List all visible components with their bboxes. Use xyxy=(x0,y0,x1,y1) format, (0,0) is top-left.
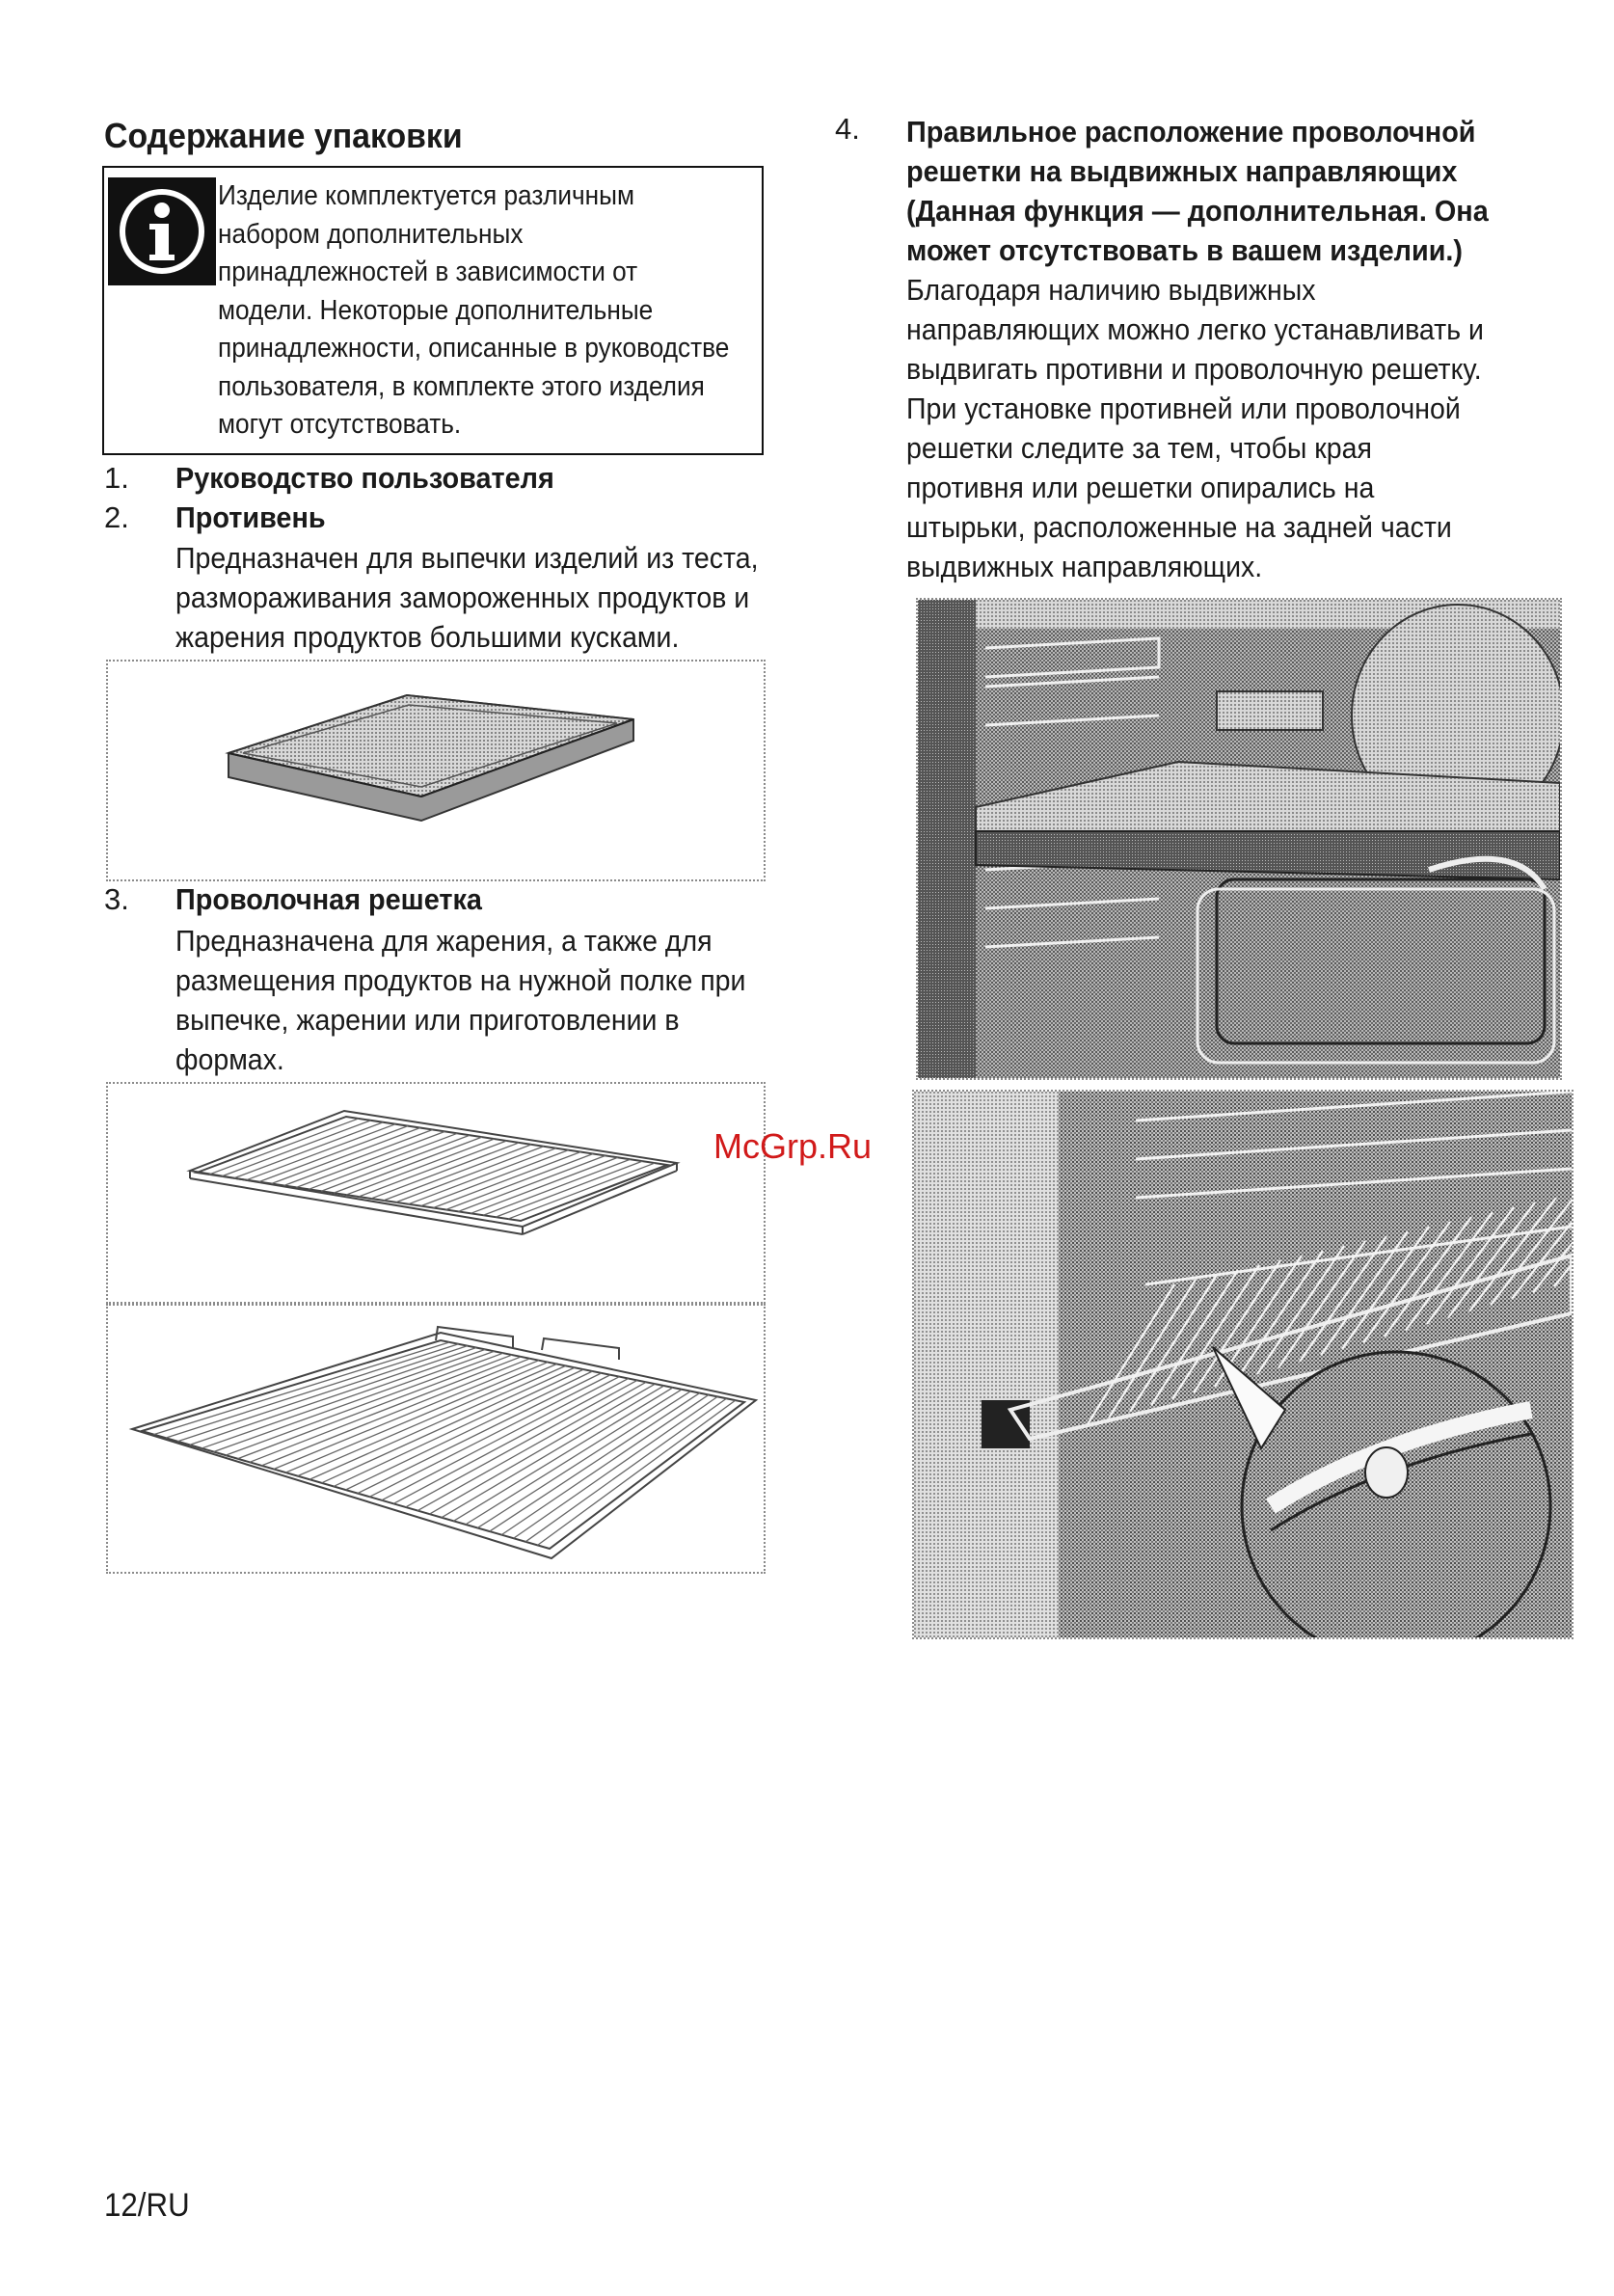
item-4-heading xyxy=(906,112,1489,270)
info-icon xyxy=(108,177,216,285)
note-line: пользователя, в комплекте этого изделия xyxy=(218,370,705,402)
body-line: размещения продуктов на нужной полке при xyxy=(175,963,746,997)
note-line: принадлежностей в зависимости от xyxy=(218,257,638,287)
heading-line: Правильное расположение проволочной xyxy=(906,115,1476,149)
item-2-body xyxy=(175,538,759,657)
item-4-body xyxy=(906,270,1484,586)
watermark: McGrp.Ru xyxy=(713,1126,873,1166)
section-title: Содержание упаковки xyxy=(104,116,463,155)
baking-tray-figure xyxy=(106,660,766,881)
body-line: выдвижных направляющих. xyxy=(906,550,1263,583)
heading-line: решетки на выдвижных направляющих xyxy=(906,154,1458,188)
note-line: Изделие комплектуется различным xyxy=(218,180,635,211)
baking-tray-illustration xyxy=(108,662,764,879)
body-line: выпечке, жарении или приготовлении в xyxy=(175,1003,680,1037)
note-line: модели. Некоторые дополнительные xyxy=(218,294,654,326)
body-line: штырьки, расположенные на задней части xyxy=(906,510,1452,544)
body-line: При установке противней или проволочной xyxy=(906,392,1461,425)
item-1-number: 1. xyxy=(104,461,129,495)
wire-grid-on-rails-photo xyxy=(912,1090,1574,1639)
heading-line: (Данная функция — дополнительная. Она xyxy=(906,194,1489,228)
wire-grid-illustration-2 xyxy=(108,1306,764,1572)
wire-grid-figure xyxy=(106,1082,766,1304)
item-3-number: 3. xyxy=(104,882,129,916)
item-3-heading: Проволочная решетка xyxy=(175,882,482,916)
note-line: принадлежности, описанные в руководстве xyxy=(218,333,730,364)
oven-telescopic-rails-photo xyxy=(916,598,1562,1080)
item-2-number: 2. xyxy=(104,500,129,534)
body-line: решетки следите за тем, чтобы края xyxy=(906,431,1372,465)
item-1-heading: Руководство пользователя xyxy=(175,461,554,495)
body-line: выдвигать противни и проволочную решетку. xyxy=(906,352,1482,386)
item-4-number: 4. xyxy=(835,112,860,146)
wire-grid-figure-2 xyxy=(106,1304,766,1574)
heading-line: может отсутствовать в вашем изделии.) xyxy=(906,233,1464,267)
page-number: 12/RU xyxy=(104,2187,190,2224)
wire-grid-illustration xyxy=(108,1084,764,1302)
note-text xyxy=(218,177,729,445)
item-2-heading: Противень xyxy=(175,500,326,534)
info-note xyxy=(102,166,764,455)
body-line: Предназначена для жарения, а также для xyxy=(175,924,713,958)
note-line: могут отсутствовать. xyxy=(218,409,462,440)
body-line: Предназначен для выпечки изделий из теста, xyxy=(175,541,759,575)
body-line: жарения продуктов большими кусками. xyxy=(175,620,680,654)
body-line: противня или решетки опирались на xyxy=(906,471,1375,504)
item-3-body xyxy=(175,921,745,1079)
body-line: Благодаря наличию выдвижных xyxy=(906,273,1316,307)
note-line: набором дополнительных xyxy=(218,218,524,250)
body-line: формах. xyxy=(175,1042,284,1076)
body-line: направляющих можно легко устанавливать и xyxy=(906,312,1484,346)
body-line: размораживания замороженных продуктов и xyxy=(175,581,750,614)
